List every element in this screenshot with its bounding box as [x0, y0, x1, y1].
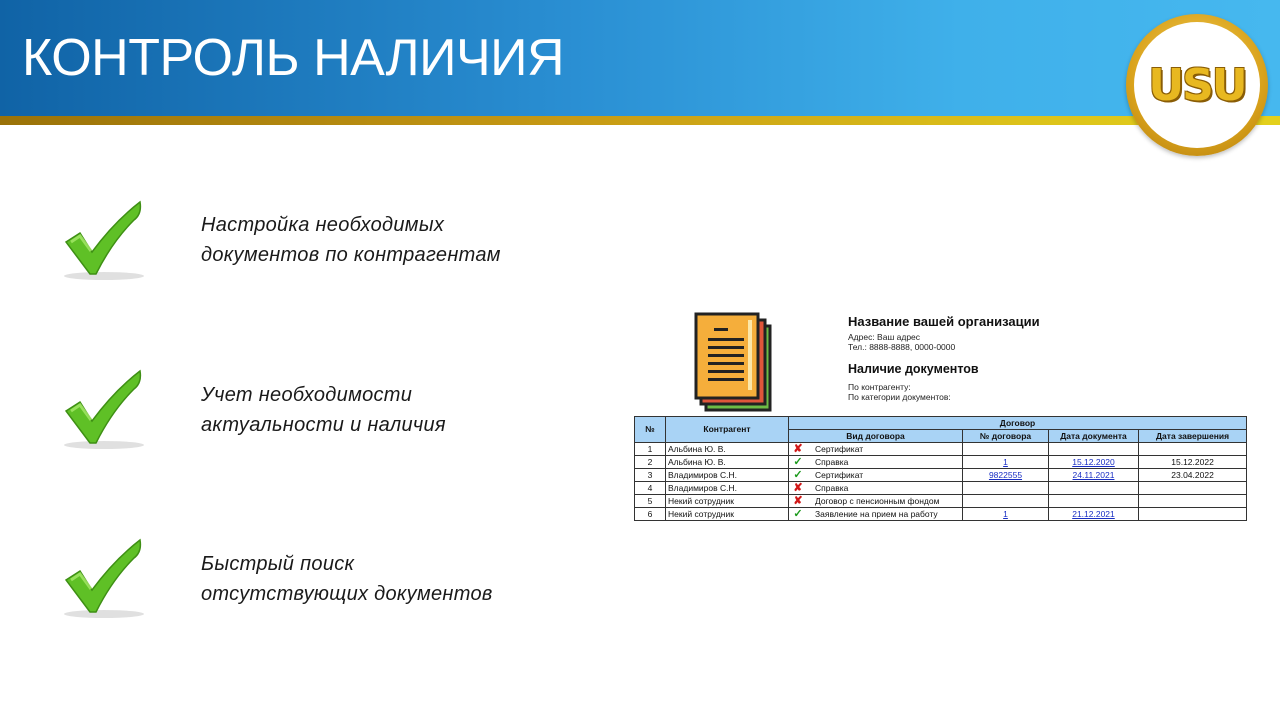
checkmark-icon — [56, 538, 156, 622]
cell-counterparty: Некий сотрудник — [666, 495, 789, 508]
doc-date-link[interactable]: 24.11.2021 — [1072, 469, 1115, 480]
cell-doc-date — [1049, 469, 1139, 482]
table-row — [635, 495, 1247, 508]
feature-1-line1: Настройка необходимых — [201, 214, 445, 236]
table-row — [635, 482, 1247, 495]
feature-1 — [201, 210, 581, 270]
cell-type-label: Справка — [815, 482, 849, 493]
cell-end-date — [1139, 495, 1247, 508]
contract-no-link[interactable]: 9822555 — [988, 469, 1023, 480]
cell-type — [789, 443, 963, 456]
cell-type — [789, 508, 963, 521]
cell-num: 2 — [635, 456, 666, 469]
table-row — [635, 443, 1247, 456]
cell-counterparty: Альбина Ю. В. — [666, 456, 789, 469]
table-row — [635, 508, 1247, 521]
org-phone: Тел.: 8888-8888, 0000-0000 — [848, 342, 956, 352]
missing-mark-icon: ✘ — [793, 442, 803, 455]
present-mark-icon: ✓ — [793, 507, 803, 520]
table-row — [635, 456, 1247, 469]
cell-num: 5 — [635, 495, 666, 508]
logo-inner — [1134, 22, 1260, 148]
cell-doc-date — [1049, 495, 1139, 508]
header-divider — [0, 116, 1280, 125]
cell-end-date: 23.04.2022 — [1139, 469, 1247, 482]
report-title: Наличие документов — [848, 362, 979, 376]
contract-no-link[interactable]: 1 — [1003, 508, 1008, 519]
cell-num: 1 — [635, 443, 666, 456]
cell-type — [789, 482, 963, 495]
cell-counterparty: Владимиров С.Н. — [666, 482, 789, 495]
logo-text: USU — [1148, 59, 1246, 111]
checkmark-icon — [56, 369, 156, 453]
col-counterparty-header: Контрагент — [666, 417, 789, 443]
filter-counterparty: По контрагенту: — [848, 382, 911, 392]
cell-contract-no — [963, 469, 1049, 482]
cell-end-date — [1139, 508, 1247, 521]
col-contract-no-header: № договора — [963, 430, 1049, 443]
checkmark-icon — [56, 200, 156, 284]
cell-end-date: 15.12.2022 — [1139, 456, 1247, 469]
table-header-row — [635, 417, 1247, 430]
cell-doc-date — [1049, 482, 1139, 495]
cell-type-label: Заявление на прием на работу — [815, 508, 938, 519]
table-row — [635, 469, 1247, 482]
cell-counterparty: Альбина Ю. В. — [666, 443, 789, 456]
cell-contract-no — [963, 443, 1049, 456]
cell-type — [789, 495, 963, 508]
feature-3-line2: отсутствующих документов — [201, 583, 493, 605]
cell-counterparty: Владимиров С.Н. — [666, 469, 789, 482]
present-mark-icon: ✓ — [793, 455, 803, 468]
col-num-header: № — [635, 417, 666, 443]
missing-mark-icon: ✘ — [793, 481, 803, 494]
feature-2-line2: актуальности и наличия — [201, 414, 446, 436]
feature-3 — [201, 549, 581, 609]
cell-type-label: Сертификат — [815, 443, 864, 454]
cell-type — [789, 469, 963, 482]
feature-2 — [201, 380, 581, 440]
cell-end-date — [1139, 482, 1247, 495]
report-preview — [634, 306, 1254, 526]
cell-counterparty: Некий сотрудник — [666, 508, 789, 521]
cell-doc-date — [1049, 508, 1139, 521]
cell-type-label: Сертификат — [815, 469, 864, 480]
col-group-header: Договор — [789, 417, 1247, 430]
cell-num: 4 — [635, 482, 666, 495]
cell-num: 6 — [635, 508, 666, 521]
org-name: Название вашей организации — [848, 314, 1040, 329]
missing-mark-icon: ✘ — [793, 494, 803, 507]
cell-contract-no — [963, 495, 1049, 508]
cell-contract-no — [963, 456, 1049, 469]
present-mark-icon: ✓ — [793, 468, 803, 481]
col-end-date-header: Дата завершения — [1139, 430, 1247, 443]
col-type-header: Вид договора — [789, 430, 963, 443]
page-title: КОНТРОЛЬ НАЛИЧИЯ — [22, 29, 565, 87]
doc-date-link[interactable]: 15.12.2020 — [1072, 456, 1115, 467]
filter-category: По категории документов: — [848, 392, 951, 402]
cell-doc-date — [1049, 443, 1139, 456]
feature-1-line2: документов по контрагентам — [201, 244, 501, 266]
cell-num: 3 — [635, 469, 666, 482]
documents-icon — [694, 312, 774, 414]
cell-type-label: Договор с пенсионным фондом — [815, 495, 940, 506]
cell-type — [789, 456, 963, 469]
org-address: Адрес: Ваш адрес — [848, 332, 921, 342]
documents-table — [634, 416, 1247, 521]
cell-contract-no — [963, 508, 1049, 521]
usu-logo — [1126, 14, 1268, 156]
cell-contract-no — [963, 482, 1049, 495]
doc-date-link[interactable]: 21.12.2021 — [1072, 508, 1115, 519]
cell-end-date — [1139, 443, 1247, 456]
feature-3-line1: Быстрый поиск — [201, 553, 355, 575]
feature-2-line1: Учет необходимости — [201, 384, 413, 406]
cell-doc-date — [1049, 456, 1139, 469]
contract-no-link[interactable]: 1 — [1003, 456, 1008, 467]
col-doc-date-header: Дата документа — [1049, 430, 1139, 443]
cell-type-label: Справка — [815, 456, 849, 467]
